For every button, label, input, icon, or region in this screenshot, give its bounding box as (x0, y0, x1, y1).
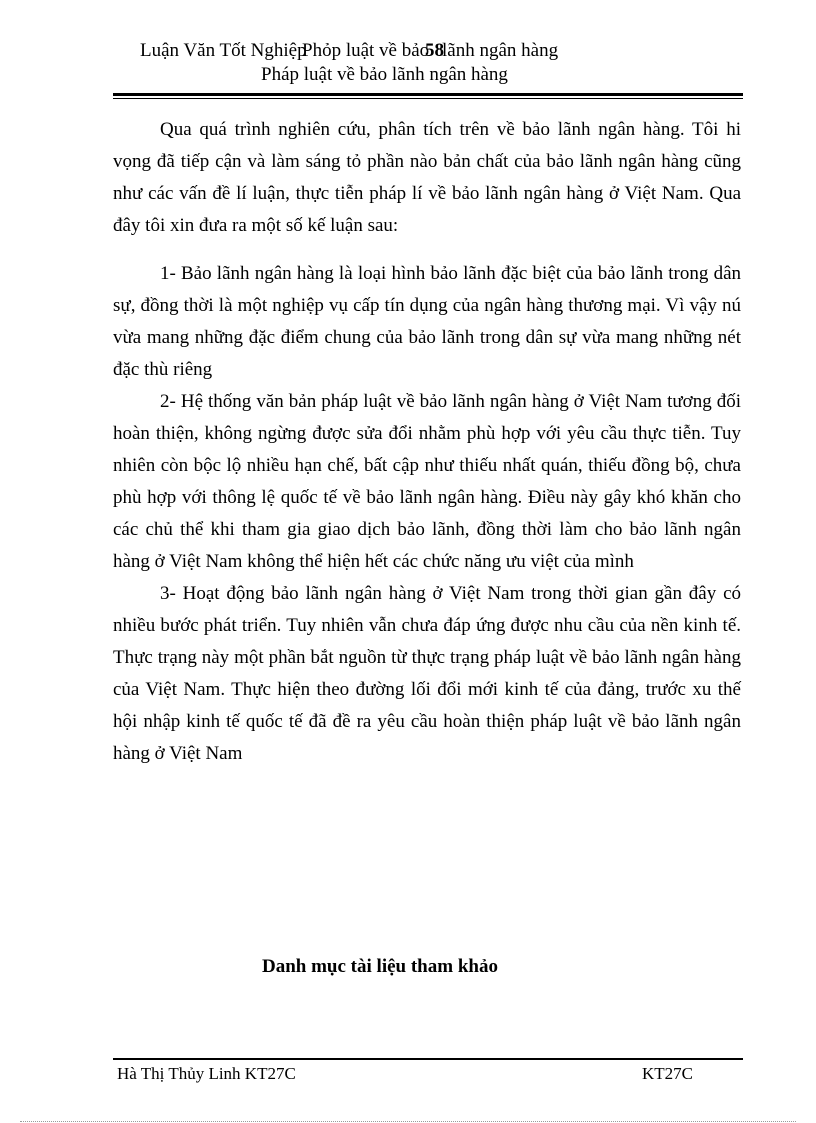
paragraph-conclusion-1: 1- Bảo lãnh ngân hàng là loại hình bảo lãnh đặc biệt của bảo lãnh trong dân sự, đồng thời là một nghiệp vụ cấp tín dụng của ngân hàng thương mại. Vì vậy nú vừa mang những đặc điểm chung của bảo lãnh trong dân sự vừa mang những nét đặc thù riêng (113, 263, 741, 380)
header-subtitle: Pháp luật về bảo lãnh ngân hàng (261, 64, 508, 85)
header-rule-thick (113, 93, 743, 96)
footer-rule (113, 1058, 743, 1060)
header-title-mid: Phỏp luật về bảo (302, 40, 430, 61)
references-heading: Danh mục tài liệu tham khảo (262, 956, 498, 977)
page-number: 58 (425, 40, 444, 61)
paragraph-conclusion-2: 2- Hệ thống văn bản pháp luật về bảo lãnh ngân hàng ở Việt Nam tương đối hoàn thiện, không ngừng được sửa đổi nhằm phù hợp với yêu cầu thực tiễn. Tuy nhiên còn bộc lộ nhiều hạn chế, bất cập như thiếu nhất quán, thiếu đồng bộ, chưa phù hợp với thông lệ quốc tế về bảo lãnh ngân hàng. Điều này gây khó khăn cho các chủ thể khi tham gia giao dịch bảo lãnh, đồng thời làm cho bảo lãnh ngân hàng ở Việt Nam không thể hiện hết các chức năng ưu việt của mình (113, 391, 741, 572)
header-title-left: Luận Văn Tốt Nghiệp (140, 40, 307, 61)
footer-author: Hà Thị Thủy Linh KT27C (117, 1064, 296, 1083)
paragraph-intro: Qua quá trình nghiên cứu, phân tích trên về bảo lãnh ngân hàng. Tôi hi vọng đã tiếp cận và làm sáng tỏ phần nào bản chất của bảo lãnh ngân hàng cũng như các vấn đề lí luận, thực tiễn pháp lí về bảo lãnh ngân hàng ở Việt Nam. Qua đây tôi xin đưa ra một số kế luận sau: (113, 119, 741, 236)
page-bottom-dotted-line (20, 1121, 796, 1122)
header-title-line (113, 38, 743, 66)
header-rule-thin (113, 98, 743, 99)
header-title-right: lãnh ngân hàng (442, 40, 559, 61)
page-header (113, 38, 743, 85)
paragraph-conclusion-3: 3- Hoạt động bảo lãnh ngân hàng ở Việt Nam trong thời gian gần đây có nhiều bước phát triển. Tuy nhiên vẫn chưa đáp ứng được nhu cầu của nền kinh tế. Thực trạng này một phần bắt nguồn từ thực trạng pháp luật về bảo lãnh ngân hàng của Việt Nam. Thực hiện theo đường lối đổi mới kinh tế của đảng, trước xu thế hội nhập kinh tế quốc tế đã đề ra yêu cầu hoàn thiện pháp luật về bảo lãnh ngân hàng ở Việt Nam (113, 583, 741, 764)
body-text (113, 114, 741, 770)
footer-class-code: KT27C (642, 1064, 693, 1083)
